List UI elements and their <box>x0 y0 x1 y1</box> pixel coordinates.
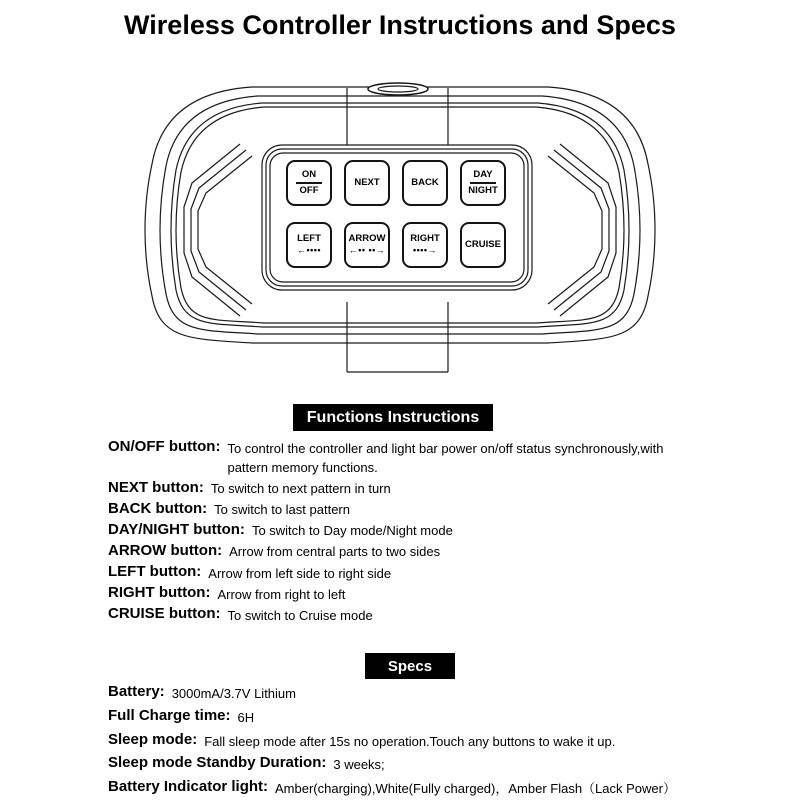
function-text <box>227 437 663 478</box>
spec-item-sleep-mode <box>108 729 793 753</box>
specs-header: Specs <box>365 653 455 679</box>
page-title: Wireless Controller Instructions and Specs <box>124 10 676 40</box>
function-label: RIGHT button: <box>108 584 211 602</box>
spec-label: Battery: <box>108 683 165 700</box>
left-arrow-dots-icon: ←•••• <box>296 245 322 256</box>
function-label: CRUISE button: <box>108 605 221 623</box>
button-arrow-label: ARROW <box>348 233 386 245</box>
function-label: ON/OFF button: <box>108 438 221 455</box>
function-label: NEXT button: <box>108 478 204 496</box>
button-left <box>286 222 332 268</box>
function-item-arrow <box>108 541 768 562</box>
button-right <box>402 222 448 268</box>
specs-list <box>108 681 793 800</box>
button-back-label: BACK <box>411 176 439 188</box>
functions-instructions-header: Functions Instructions <box>293 404 493 431</box>
spec-label: Battery Indicator light: <box>108 778 269 796</box>
button-back <box>402 160 448 206</box>
functions-list <box>108 437 768 625</box>
button-on-off-top-label: ON <box>301 168 317 180</box>
button-cruise-label: CRUISE <box>465 238 501 250</box>
button-day-night-top-label: DAY <box>473 168 493 180</box>
function-item-right <box>108 583 768 604</box>
function-text: Arrow from central parts to two sides <box>229 544 441 560</box>
button-left-label: LEFT <box>297 233 321 245</box>
spec-label: Sleep mode: <box>108 730 198 748</box>
spec-text: 3 weeks; <box>333 757 385 773</box>
spec-text: Amber(charging),White(Fully charged)，Amber Flash（Lack Power） <box>275 781 676 797</box>
button-right-label: RIGHT <box>410 233 440 245</box>
spec-label: Sleep mode Standby Duration: <box>108 754 327 772</box>
function-item-day-night <box>108 520 768 541</box>
function-text-line2: pattern memory functions. <box>227 460 378 476</box>
function-text-line1: To control the controller and light bar power on/off status synchronously,with <box>227 440 664 456</box>
button-next-label: NEXT <box>354 176 380 188</box>
function-item-back <box>108 499 768 520</box>
spec-item-battery <box>108 681 793 705</box>
function-text: To switch to next pattern in turn <box>210 481 391 497</box>
spec-text: Fall sleep mode after 15s no operation.Touch any buttons to wake it up. <box>204 733 616 749</box>
function-item-on-off <box>108 437 768 478</box>
function-item-next <box>108 478 768 499</box>
spec-item-battery-indicator <box>108 776 793 800</box>
function-label: BACK button: <box>108 499 208 517</box>
button-day-night <box>460 160 506 206</box>
right-arrow-dots-icon: ••••→ <box>412 245 438 256</box>
controller-diagram <box>140 80 660 380</box>
function-label: ARROW button: <box>108 541 223 559</box>
spec-text: 6H <box>237 709 255 725</box>
controller-line-art <box>140 80 660 380</box>
button-arrow <box>344 222 390 268</box>
spec-text: 3000mA/3.7V Lithium <box>171 686 296 701</box>
button-next <box>344 160 390 206</box>
function-text: To switch to last pattern <box>214 502 350 518</box>
button-divider <box>470 182 496 184</box>
function-text: Arrow from left side to right side <box>208 565 392 581</box>
spec-label: Full Charge time: <box>108 706 231 724</box>
function-text: To switch to Day mode/Night mode <box>251 523 453 539</box>
spec-item-standby-duration <box>108 752 793 776</box>
function-item-left <box>108 562 768 583</box>
function-text: To switch to Cruise mode <box>227 607 373 623</box>
button-on-off <box>286 160 332 206</box>
button-divider <box>296 182 322 184</box>
button-cruise <box>460 222 506 268</box>
button-day-night-bottom-label: NIGHT <box>468 184 498 196</box>
outward-arrows-icon: ←•• ••→ <box>348 245 386 256</box>
function-label: DAY/NIGHT button: <box>108 520 245 538</box>
function-label: LEFT button: <box>108 563 202 581</box>
spec-item-full-charge-time <box>108 705 793 729</box>
button-on-off-bottom-label: OFF <box>299 184 319 196</box>
function-item-cruise <box>108 604 768 625</box>
function-text: Arrow from right to left <box>217 586 346 602</box>
